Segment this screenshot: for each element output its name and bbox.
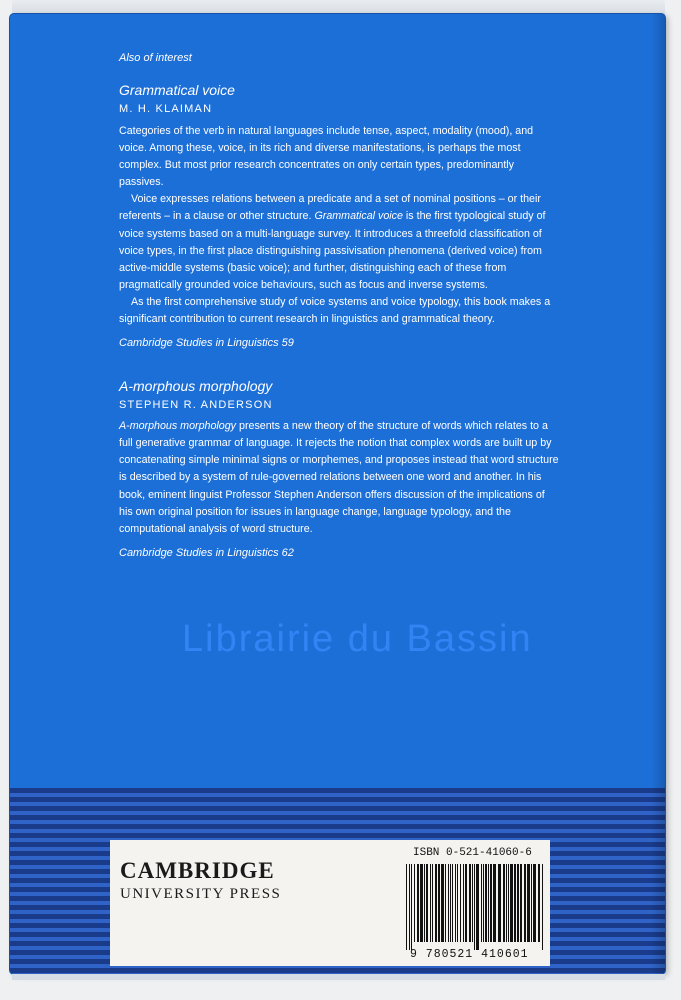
barcode-bar bbox=[441, 864, 444, 942]
publisher-subtitle: UNIVERSITY PRESS bbox=[120, 886, 282, 902]
barcode-bar bbox=[503, 864, 505, 942]
barcode-bar bbox=[469, 864, 471, 942]
isbn-text: ISBN 0-521-41060-6 bbox=[413, 847, 532, 859]
barcode-bar bbox=[542, 864, 543, 950]
barcode-bar bbox=[527, 864, 530, 942]
barcode-bar bbox=[430, 864, 431, 942]
book2-paragraph-title: A-morphous morphology bbox=[119, 420, 237, 433]
barcode-bar bbox=[460, 864, 461, 942]
barcode-bar bbox=[435, 864, 437, 942]
barcode-bar bbox=[472, 864, 473, 942]
barcode-bar bbox=[417, 864, 419, 942]
barcode-bar bbox=[510, 864, 513, 942]
barcode-bar bbox=[490, 864, 492, 942]
barcode-bar bbox=[533, 864, 536, 942]
book1-paragraph-2-start: Voice expresses relations between a predicate and a set of nominal positions – or their referents – in a clause or other structure. bbox=[119, 193, 541, 223]
barcode-bar bbox=[414, 864, 415, 942]
bookseller-watermark: Librairie du Bassin bbox=[182, 618, 533, 660]
barcode-bar bbox=[506, 864, 507, 942]
barcode-bar bbox=[483, 864, 484, 942]
barcode-bar bbox=[485, 864, 487, 942]
barcode-bar bbox=[465, 864, 467, 942]
book1-paragraph-1: Categories of the verb in natural languages include tense, aspect, modality (mood), and voice. Among these, voice, in its rich and diverse manifestations, is perhaps the most complex. But most prior research concentrates on only certain types, predominantly passives. bbox=[119, 125, 534, 189]
barcode-bar bbox=[455, 864, 456, 942]
barcode-bar bbox=[438, 864, 440, 942]
cover-text-block bbox=[119, 52, 559, 559]
book2-title: A-morphous morphology bbox=[119, 378, 273, 395]
barcode-bar bbox=[463, 864, 464, 942]
barcode-bar bbox=[524, 864, 526, 942]
barcode-bar bbox=[450, 864, 451, 942]
book1-paragraph-2 bbox=[119, 191, 559, 294]
barcode-bar bbox=[514, 864, 516, 942]
barcode-bar bbox=[493, 864, 496, 942]
barcode-bar bbox=[420, 864, 423, 942]
book1-paragraph-2-end: is the first typological study of voice systems based on a multi-language survey. It introduces a threefold classification of voice types, in the first place distinguishing passivisation phenomena (derived voice) from active-middle systems (basic voice); and further, distinguishing each of these from pragmatically grounded voice behaviours, such as focus and inverse systems. bbox=[119, 210, 546, 291]
barcode-bar bbox=[517, 864, 519, 942]
barcode bbox=[404, 864, 546, 950]
barcode-bar bbox=[520, 864, 522, 942]
book2-series: Cambridge Studies in Linguistics 62 bbox=[119, 546, 294, 559]
barcode-bar bbox=[452, 864, 453, 942]
barcode-bar bbox=[424, 864, 425, 942]
barcode-bar bbox=[481, 864, 482, 942]
barcode-bar bbox=[498, 864, 501, 942]
barcode-bar bbox=[488, 864, 489, 942]
barcode-bar bbox=[409, 864, 410, 950]
barcode-bar bbox=[448, 864, 449, 942]
book2-paragraph-body: presents a new theory of the structure of words which relates to a full generative grammar of language. It rejects the notion that complex words are built up by concatenating simple minimal signs or morphemes, and proposes instead that word structure is described by a system of rule-governed relations between one word and another. In his book, eminent linguist Professor Stephen Anderson offers discussion of the implications of his own original position for issues in language change, language typology, and the computational analysis of word structure. bbox=[119, 420, 559, 535]
barcode-bar bbox=[476, 864, 479, 950]
publisher-barcode-label bbox=[110, 840, 550, 966]
book-bottom-edge bbox=[12, 974, 665, 980]
barcode-bar bbox=[457, 864, 458, 942]
book1-series: Cambridge Studies in Linguistics 59 bbox=[119, 337, 294, 350]
barcode-bar bbox=[531, 864, 532, 942]
also-of-interest-label: Also of interest bbox=[119, 52, 192, 64]
barcode-bar bbox=[445, 864, 446, 942]
barcode-bar bbox=[406, 864, 407, 950]
book2-author: STEPHEN R. ANDERSON bbox=[119, 399, 273, 412]
book1-author: M. H. KLAIMAN bbox=[119, 103, 213, 115]
barcode-bar bbox=[508, 864, 509, 942]
barcode-bar bbox=[411, 864, 412, 950]
barcode-number: 9 780521 410601 bbox=[410, 948, 529, 961]
barcode-bar bbox=[432, 864, 433, 942]
book1-paragraph-2-title: Grammatical voice bbox=[314, 210, 403, 223]
book2-paragraph bbox=[119, 418, 559, 538]
barcode-bar bbox=[426, 864, 428, 942]
publisher-name: CAMBRIDGE bbox=[120, 858, 275, 883]
barcode-bar bbox=[538, 864, 540, 942]
book1-title: Grammatical voice bbox=[119, 82, 235, 98]
book1-paragraph-3: As the first comprehensive study of voice systems and voice typology, this book makes a significant contribution to current research in linguistics and grammatical theory. bbox=[119, 295, 551, 326]
book-back-cover bbox=[10, 14, 665, 974]
barcode-bar bbox=[474, 864, 475, 950]
